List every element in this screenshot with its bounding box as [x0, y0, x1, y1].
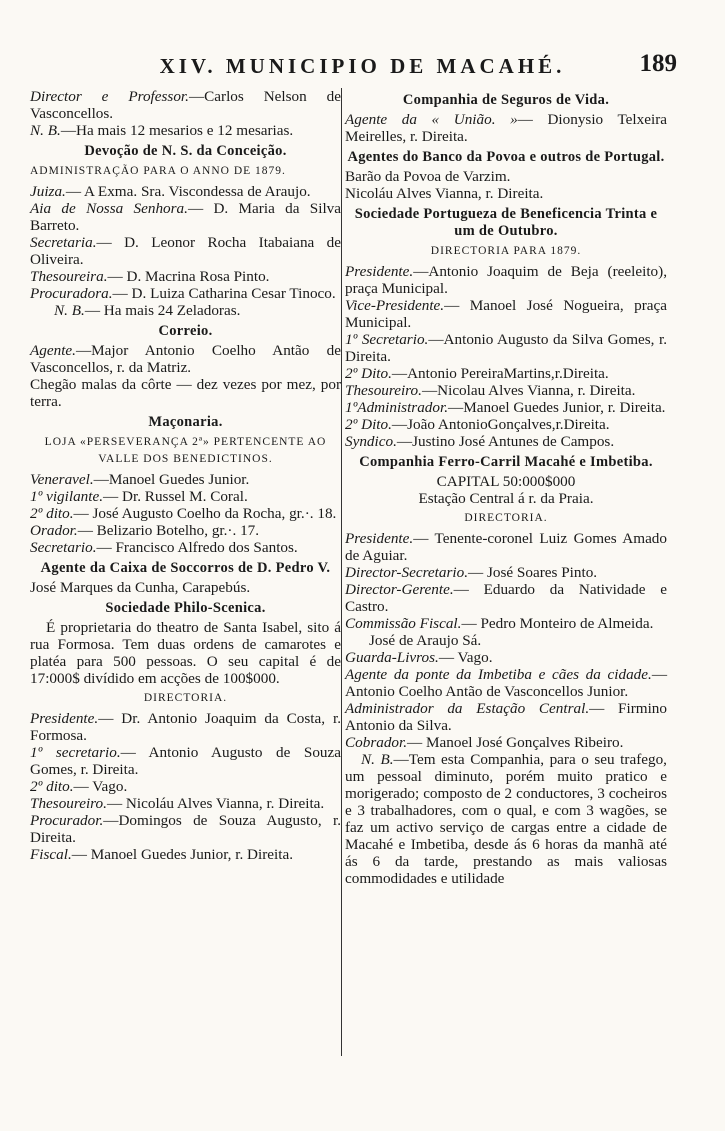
entry-b-thes [345, 382, 667, 399]
entry-vigilante-1 [30, 488, 341, 505]
entry-role: 1ºAdministrador. [345, 399, 449, 416]
entry-role: Presidente. [345, 263, 414, 280]
entry-text: —Manoel Guedes Junior. [93, 471, 250, 488]
capital-line: CAPITAL 50:000$000 [436, 473, 576, 490]
page-number: 189 [639, 50, 677, 77]
entry-b-sec1 [345, 331, 667, 365]
entry-b-presidente [345, 263, 667, 297]
entry-role: Procuradora. [30, 285, 113, 302]
entry-role: Thesoureiro. [345, 382, 422, 399]
entry-role: Thesoureira. [30, 268, 108, 285]
page-header [30, 50, 695, 86]
section-title-correio: Correio. [158, 323, 213, 339]
directoria-heading: DIRECTORIA. [143, 692, 228, 704]
entry-director [30, 88, 341, 122]
entry-role: N. B. [361, 751, 394, 768]
entry-orador [30, 522, 341, 539]
entry-secretario-2 [30, 778, 341, 795]
entry-role: Commissão Fiscal. [345, 615, 462, 632]
entry-text: — Firmino Antonio da Silva. [345, 700, 667, 734]
estacao-line: Estação Central á r. da Praia. [418, 490, 594, 507]
section-subtitle: ADMINISTRAÇÃO PARA O ANNO DE 1879. [30, 165, 286, 177]
entry-role: Agente da « União. » [345, 111, 518, 128]
entry-b-adm2 [345, 416, 667, 433]
entry-f-cobrador [345, 734, 667, 751]
entry-text: — Francisco Alfredo dos Santos. [96, 539, 298, 556]
entry-role: Agente da ponte da Imbetiba e cães da cidade. [345, 666, 652, 683]
entry-juiza [30, 183, 341, 200]
entry-presidente [30, 710, 341, 744]
entry-f-admin [345, 700, 667, 734]
entry-text: — Nicoláu Alves Vianna, r. Direita. [106, 795, 325, 812]
entry-secretario-1 [30, 744, 341, 778]
entry-role: N. B. [54, 302, 85, 319]
entry-text: — Dr. Antonio Joaquim da Costa, r. Formosa. [30, 710, 341, 744]
entry-text: — D. Macrina Rosa Pinto. [107, 268, 270, 285]
entry-secretario [30, 539, 341, 556]
entry-role: Juiza. [30, 183, 66, 200]
entry-text: —Justino José Antunes de Campos. [396, 433, 615, 450]
entry-text: — D. Leonor Rocha Itabaiana de Oliveira. [30, 234, 341, 268]
section-title-philo: Sociedade Philo-Scenica. [105, 600, 266, 616]
entry-banco-1: Barão da Povoa de Varzim. [345, 168, 511, 185]
entry-role: Director-Secretario. [345, 564, 468, 581]
entry-text: — Belizario Botelho, gr.·. 17. [77, 522, 260, 539]
entry-role: Vice-Presidente. [345, 297, 445, 314]
entry-f-presidente [345, 530, 667, 564]
entry-thesoureiro [30, 795, 341, 812]
entry-caixa: José Marques da Cunha, Carapebús. [30, 579, 251, 596]
entry-agente [30, 342, 341, 376]
entry-text: —Ha mais 12 mesarios e 12 mesarias. [60, 122, 294, 139]
entry-role: Secretaria. [30, 234, 97, 251]
entry-role: Fiscal. [30, 846, 72, 863]
entry-text: — D. Luiza Catharina Cesar Tinoco. [112, 285, 336, 302]
entry-role: 2º dito. [30, 778, 74, 795]
entry-text: — Antonio Coelho Antão de Vasconcellos Junior. [345, 666, 667, 700]
entry-procuradora [30, 285, 341, 302]
entry-text: —Nicolau Alves Vianna, r. Direita. [421, 382, 636, 399]
entry-text: — José Soares Pinto. [468, 564, 598, 581]
entry-role: Veneravel. [30, 471, 94, 488]
entry-role: Cobrador. [345, 734, 408, 751]
entry-text: — Antonio Augusto de Souza Gomes, r. Direita. [30, 744, 341, 778]
entry-vigilante-2 [30, 505, 341, 522]
entry-nb [30, 122, 341, 139]
entry-veneravel [30, 471, 341, 488]
entry-text: —João AntonioGonçalves,r.Direita. [391, 416, 610, 433]
entry-text: —Antonio PereiraMartins,r.Direita. [391, 365, 609, 382]
paragraph-philo: É proprietaria do theatro de Santa Isabel, sito á rua Formosa. Tem duas ordens de camarotes e platéa para 500 pessoas. O seu capital é de 17:000$ divídido em acções de 100$000. [30, 619, 341, 687]
entry-text: — Dr. Russel M. Coral. [103, 488, 248, 505]
left-column [30, 88, 341, 863]
entry-thesoureira [30, 268, 341, 285]
section-title-beneficencia: Sociedade Portugueza de Beneficencia Trinta e um de Outubro. [354, 206, 658, 239]
entry-b-sec2 [345, 365, 667, 382]
entry-text: —Antonio Augusto da Silva Gomes, r. Direita. [345, 331, 667, 365]
entry-text: — Eduardo da Natividade e Castro. [345, 581, 667, 615]
entry-f-guarda [345, 649, 667, 666]
entry-role: Director-Gerente. [345, 581, 454, 598]
entry-fiscal [30, 846, 341, 863]
entry-role: Syndico. [345, 433, 397, 450]
entry-role: Aia de Nossa Senhora. [30, 200, 188, 217]
directoria-heading: DIRECTORIA. [464, 512, 548, 524]
column-divider [341, 88, 342, 1056]
entry-f-comissao-2: José de Araujo Sá. [369, 632, 482, 649]
entry-text: — A Exma. Sra. Viscondessa de Araujo. [65, 183, 311, 200]
entry-b-syndico [345, 433, 667, 450]
entry-nb2 [30, 302, 341, 319]
entry-seguros-agente [345, 111, 667, 145]
entry-text: —Antonio Joaquim de Beja (reeleito), praça Municipal. [345, 263, 667, 297]
entry-f-dir-sec [345, 564, 667, 581]
entry-text: — Ha mais 24 Zeladoras. [84, 302, 241, 319]
entry-secretaria [30, 234, 341, 268]
entry-role: 1º Secretario. [345, 331, 429, 348]
entry-text: — Manoel Guedes Junior, r. Direita. [71, 846, 294, 863]
entry-text: — Dionysio Telxeira Meirelles, r. Direita. [345, 111, 667, 145]
entry-role: Director e Professor. [30, 88, 189, 105]
entry-banco-2: Nicoláu Alves Vianna, r. Direita. [345, 185, 544, 202]
entry-role: Orador. [30, 522, 78, 539]
entry-chegao: Chegão malas da côrte — dez vezes por mez, por terra. [30, 376, 341, 410]
entry-text: —Tem esta Companhia, para o seu trafego, um pessoal diminuto, porém muito pratico e morigerado; composto de 2 conductores, 3 cocheiros e 3 trabalhadores, com o qual, e com 3 wagões, se faz um activo serviço de cargas entre a cidade de Macahé e Imbetiba, desde ás 6 horas da manhã até ás 6 da tarde, prestando as mais valiosas commodidades e utilidade [345, 751, 667, 887]
entry-role: Administrador da Estação Central. [345, 700, 590, 717]
entry-text: —Major Antonio Coelho Antão de Vasconcellos, r. da Matriz. [30, 342, 341, 376]
section-subtitle: LOJA «PERSEVERANÇA 2ª» PERTENCENTE AO VALLE DOS BENEDICTINOS. [44, 436, 327, 465]
entry-text: —Manoel Guedes Junior, r. Direita. [448, 399, 666, 416]
entry-role: 2º Dito. [345, 365, 392, 382]
entry-text: — Manoel José Gonçalves Ribeiro. [407, 734, 624, 751]
section-title-seguros: Companhia de Seguros de Vida. [402, 92, 610, 108]
entry-b-adm1 [345, 399, 667, 416]
entry-text: — Tenente-coronel Luiz Gomes Amado de Aguiar. [345, 530, 667, 564]
entry-text: — Manoel José Nogueira, praça Municipal. [345, 297, 667, 331]
entry-role: Presidente. [30, 710, 99, 727]
entry-text: — Vago. [438, 649, 493, 666]
paragraph-nb [345, 751, 667, 887]
entry-text: — Vago. [73, 778, 128, 795]
entry-role: N. B. [30, 122, 61, 139]
entry-role: Procurador. [30, 812, 104, 829]
entry-f-agente [345, 666, 667, 700]
entry-procurador [30, 812, 341, 846]
entry-role: 1º vigilante. [30, 488, 104, 505]
entry-role: 2º dito. [30, 505, 74, 522]
section-title-devocao: Devoção de N. S. da Conceição. [84, 143, 287, 159]
running-title: XIV. MUNICIPIO DE MACAHÉ. [159, 54, 566, 78]
entry-role: Thesoureiro. [30, 795, 107, 812]
entry-role: Agente. [30, 342, 76, 359]
entry-f-comissao [345, 615, 667, 632]
right-column [345, 88, 667, 887]
entry-role: Guarda-Livros. [345, 649, 439, 666]
entry-role: Secretario. [30, 539, 97, 556]
entry-role: 2º Dito. [345, 416, 392, 433]
entry-b-vice [345, 297, 667, 331]
section-title-maconaria: Maçonaria. [148, 414, 223, 430]
entry-text: —Carlos Nelson de Vasconcellos. [30, 88, 341, 122]
section-title-ferro-carril: Companhia Ferro-Carril Macahé e Imbetiba. [359, 454, 653, 470]
entry-f-dir-ger [345, 581, 667, 615]
entry-text: —Domingos de Souza Augusto, r. Direita. [30, 812, 341, 846]
entry-role: Presidente. [345, 530, 414, 547]
entry-text: — D. Maria da Silva Barreto. [30, 200, 342, 234]
section-subtitle: DIRECTORIA PARA 1879. [430, 245, 582, 257]
entry-text: — Pedro Monteiro de Almeida. [461, 615, 654, 632]
entry-aia [30, 200, 341, 234]
section-title-caixa: Agente da Caixa de Soccorros de D. Pedro V. [40, 560, 331, 576]
entry-text: — José Augusto Coelho da Rocha, gr.·. 18. [73, 505, 337, 522]
section-title-banco: Agentes do Banco da Povoa e outros de Portugal. [347, 149, 665, 165]
entry-role: 1º secretario. [30, 744, 121, 761]
